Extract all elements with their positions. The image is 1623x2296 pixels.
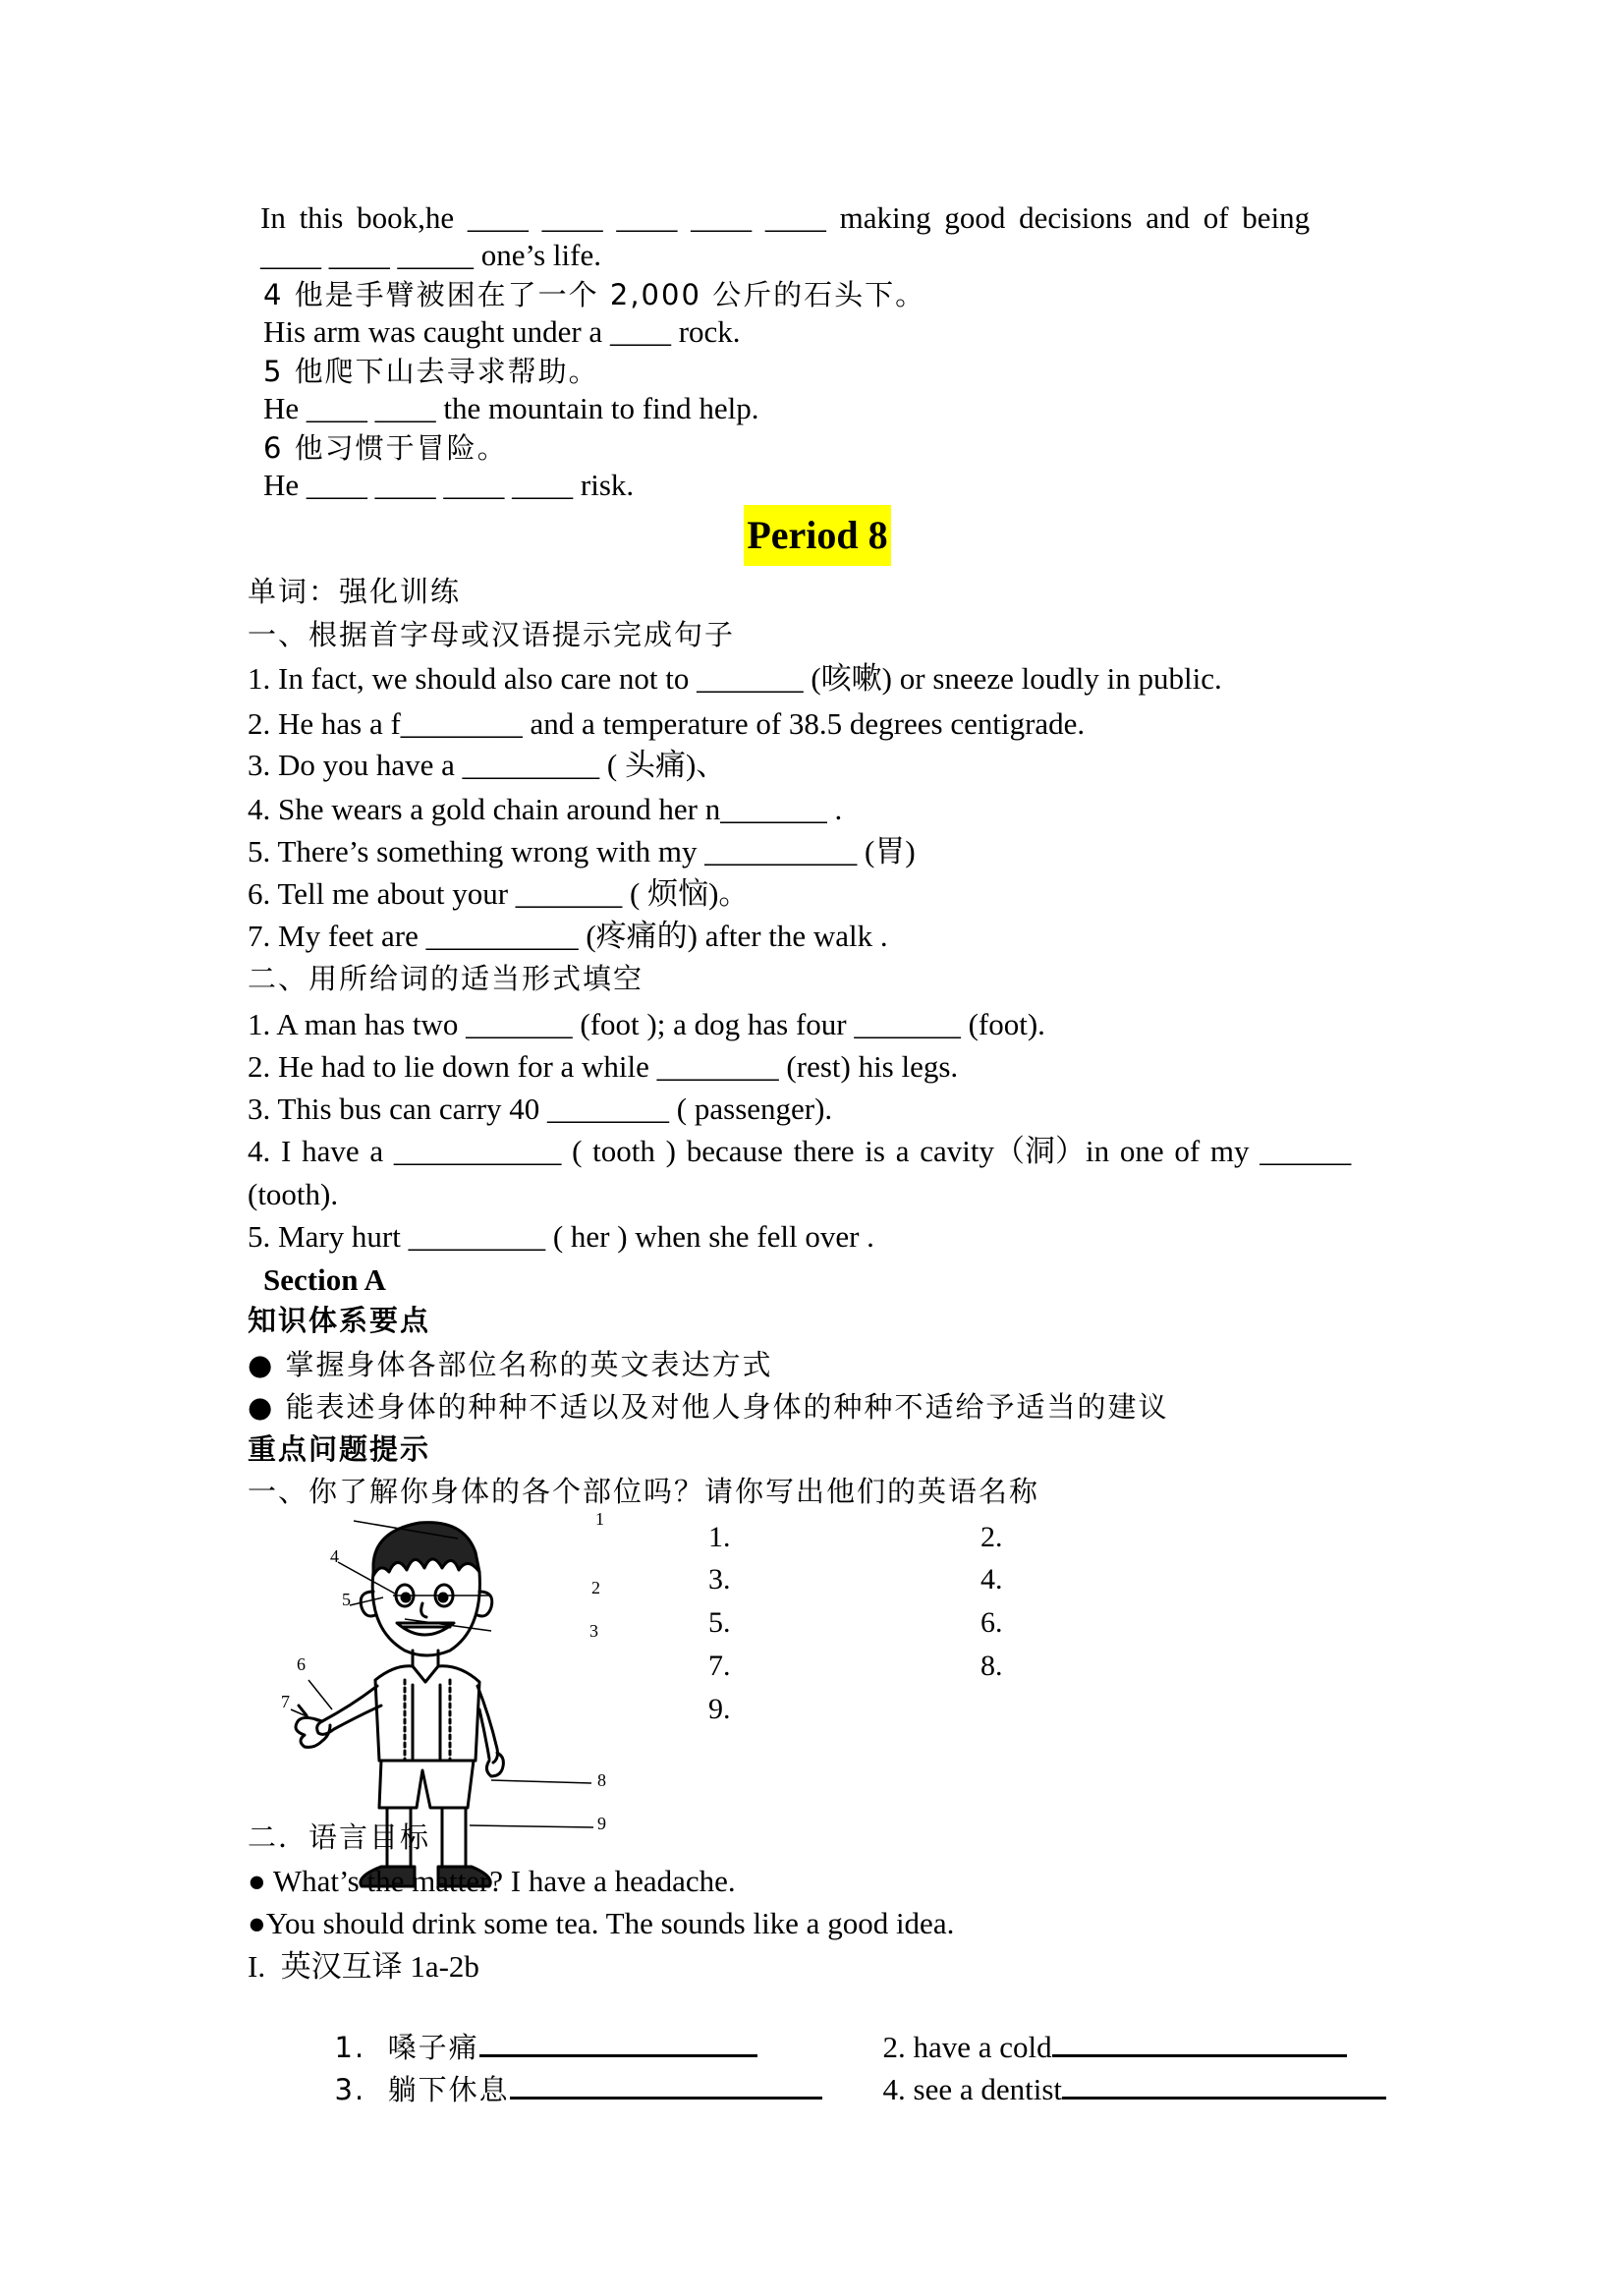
exercise-item: 1. A man has two _______ (foot ); a dog has four _______ (foot).	[248, 1007, 1045, 1041]
bullet-item: ● What’s the matter? I have a headache.	[248, 1864, 736, 1898]
translation-label: 2. have a cold	[882, 2030, 1052, 2064]
section-heading: 一、你了解你身体的各个部位吗？请你写出他们的英语名称	[248, 1475, 1040, 1508]
section-heading: 单词：强化训练	[248, 575, 462, 608]
section-heading: 重点问题提示	[248, 1432, 431, 1466]
exercise-item: 2. He had to lie down for a while ________ (rest) his legs.	[248, 1049, 959, 1084]
exercise-item: 3. This bus can carry 40 ________ ( passenger).	[248, 1092, 833, 1126]
exercise-item: 5. Mary hurt _________ ( her ) when she fell over .	[248, 1219, 874, 1254]
translation-label: 4. see a dentist	[882, 2072, 1063, 2106]
figure-label: 7	[281, 1692, 290, 1711]
exercise-item: (tooth).	[248, 1177, 339, 1211]
body-parts-figure	[257, 1509, 631, 1833]
answer-number: 8.	[980, 1650, 1003, 1682]
section-title: Section A	[263, 1262, 386, 1297]
bullet-item: ●You should drink some tea. The sounds like a good idea.	[248, 1906, 955, 1940]
figure-label: 8	[597, 1770, 606, 1790]
text-line: His arm was caught under a ____ rock.	[263, 314, 741, 349]
translation-item	[319, 2034, 822, 2107]
answer-number: 3.	[708, 1563, 731, 1596]
answer-number: 2.	[980, 1521, 1003, 1553]
section-heading: 二、用所给词的适当形式填空	[248, 962, 644, 995]
page-title: Period 8	[744, 505, 891, 566]
exercise-item: 4. She wears a gold chain around her n_______ .	[248, 792, 843, 826]
text-line: He ____ ____ the mountain to find help.	[263, 391, 759, 425]
section-heading: 二．语言目标	[248, 1820, 431, 1854]
exercise-item: 3. Do you have a _________ ( 头痛)、	[248, 748, 727, 782]
text-line: He ____ ____ ____ ____ risk.	[263, 468, 635, 502]
bullet-item: ● 能表述身体的种种不适以及对他人身体的种种不适给予适当的建议	[248, 1390, 1169, 1424]
exercise-item: 1. In fact, we should also care not to _______ (咳嗽) or sneeze loudly in public.	[248, 661, 1222, 696]
answer-number: 5.	[708, 1606, 731, 1639]
exercise-item: 5. There’s something wrong with my __________ (胃)	[248, 834, 916, 868]
exercise-item: 6. Tell me about your _______ ( 烦恼)。	[248, 876, 750, 911]
figure-label: 9	[597, 1814, 606, 1833]
section-heading: 知识体系要点	[248, 1304, 431, 1337]
text-line: 6 他习惯于冒险。	[263, 431, 508, 465]
text-line: ____ ____ _____ one’s life.	[260, 238, 601, 272]
section-heading: I. 英汉互译 1a-2b	[248, 1949, 479, 1984]
answer-number: 4.	[980, 1563, 1003, 1596]
figure-label: 1	[595, 1509, 604, 1529]
answer-number: 9.	[708, 1693, 731, 1725]
figure-label: 3	[589, 1621, 598, 1641]
answer-number: 6.	[980, 1606, 1003, 1639]
bullet-item: ● 掌握身体各部位名称的英文表达方式	[248, 1348, 773, 1381]
text-line: In this book,he ____ ____ ____ ____ ____ making good decisions and of being	[260, 200, 1311, 235]
answer-line[interactable]	[510, 2069, 822, 2100]
figure-label: 2	[591, 1578, 600, 1597]
exercise-item: 2. He has a f________ and a temperature of 38.5 degrees centigrade.	[248, 706, 1086, 741]
answer-number: 1.	[708, 1521, 731, 1553]
translation-label: 1. 嗓子痛	[334, 2031, 479, 2064]
translation-item	[867, 2034, 1386, 2107]
figure-label: 4	[330, 1546, 339, 1566]
exercise-item: 4. I have a ___________ ( tooth ) because there is a cavity（洞）in one of my ______	[248, 1134, 1352, 1168]
translation-label: 3. 躺下休息	[334, 2073, 510, 2106]
answer-number: 7.	[708, 1650, 731, 1682]
figure-label: 6	[297, 1654, 306, 1674]
exercise-item: 7. My feet are __________ (疼痛的) after the walk .	[248, 919, 888, 953]
figure-label: 5	[342, 1590, 351, 1609]
text-line: 5 他爬下山去寻求帮助。	[263, 355, 599, 388]
text-line: 4 他是手臂被困在了一个 2,000 公斤的石头下。	[263, 278, 926, 311]
section-heading: 一、根据首字母或汉语提示完成句子	[248, 618, 736, 651]
answer-line[interactable]	[1062, 2069, 1386, 2100]
